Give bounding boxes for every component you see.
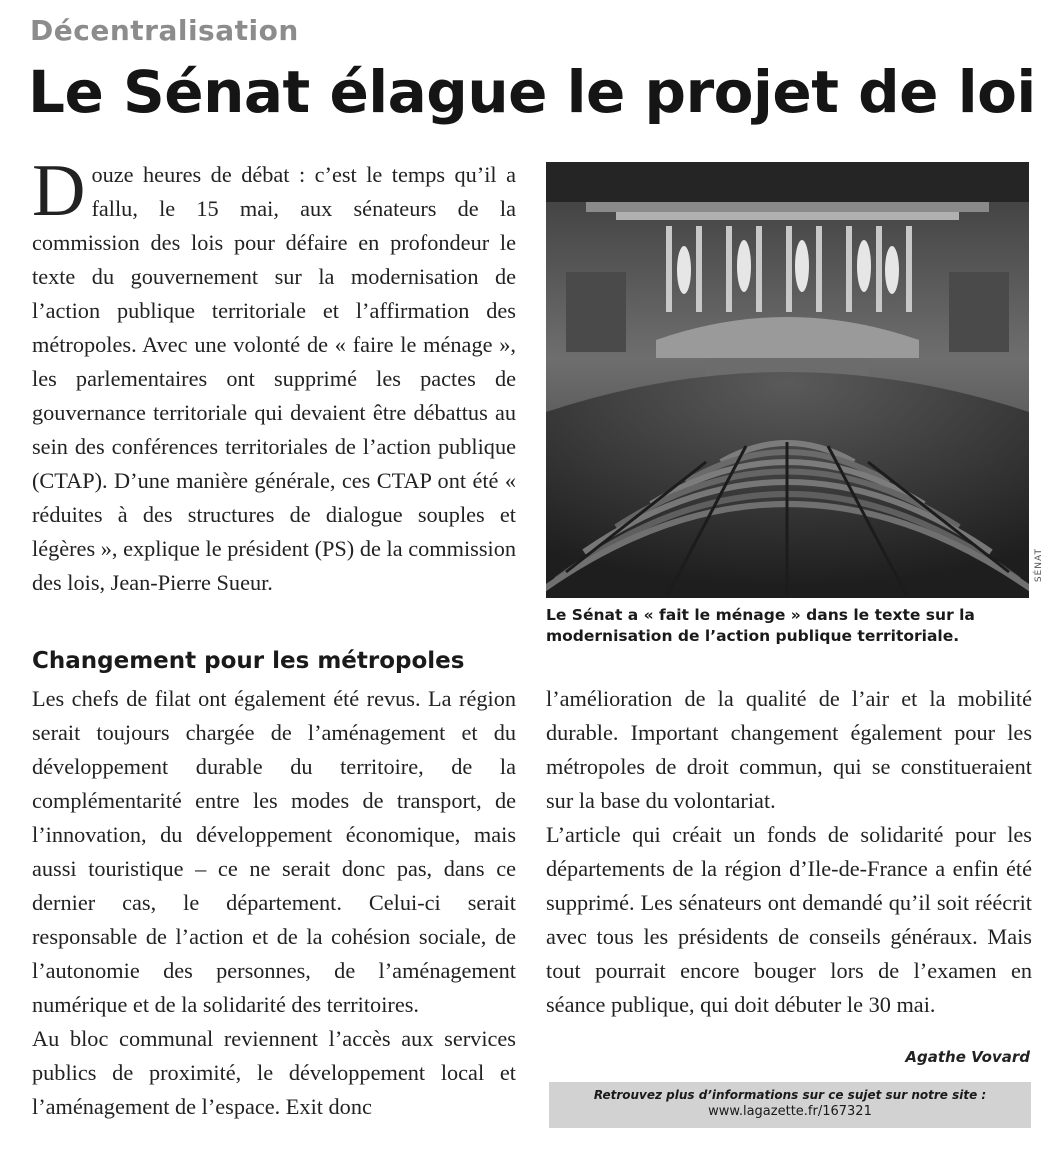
intro-text: ouze heures de débat : c’est le temps qu’il a fallu, le 15 mai, aux sénateurs de la commission des lois pour défaire en profondeur le texte du gouvernement sur la modernisation de l’action publique territoriale et l’affirmation des métropoles. Avec une volonté de « faire le ménage », les parlementaires ont supprimé les pactes de gouvernance territoriale qui devaient être débattus au sein des conférences territoriales de l’action publique (CTAP). D’une manière générale, ces CTAP ont été « réduites à des structures de dialogue souples et légères », explique le président (PS) de la commission des lois, Jean-Pierre Sueur. (32, 162, 516, 595)
intro-paragraph (32, 150, 516, 600)
photo-credit: SÉNAT (1034, 548, 1044, 583)
intro-column (32, 150, 516, 600)
photo-caption: Le Sénat a « fait le ménage » dans le texte sur la modernisation de l’action publique territoriale. (546, 606, 975, 645)
senate-chamber-photo (546, 162, 1029, 598)
left-column (32, 682, 516, 1124)
article-subhead: Changement pour les métropoles (32, 648, 465, 674)
body-paragraph: L’article qui créait un fonds de solidarité pour les départements de la région d’Ile-de-France a enfin été supprimé. Les sénateurs ont demandé qu’il soit réécrit avec tous les présidents de conseils généraux. Mais tout pourrait encore bouger lors de l’examen en séance publique, qui doit débuter le 30 mai. (546, 822, 1032, 1017)
promo-text: Retrouvez plus d’informations sur ce sujet sur notre site : (593, 1088, 987, 1102)
article-headline: Le Sénat élague le projet de loi (28, 58, 1036, 126)
right-column (546, 682, 1032, 1022)
body-paragraph: l’amélioration de la qualité de l’air et la mobilité durable. Important changement également pour les métropoles de droit commun, qui se constitueraient sur la base du volontariat. (546, 686, 1032, 813)
website-promo-box (549, 1082, 1031, 1128)
author-byline: Agathe Vovard (905, 1048, 1030, 1066)
section-kicker: Décentralisation (30, 14, 299, 47)
promo-link[interactable]: www.lagazette.fr/167321 (708, 1104, 872, 1119)
drop-cap: D (32, 150, 86, 232)
body-paragraph: Au bloc communal reviennent l’accès aux services publics de proximité, le développement local et l’aménagement de l’espace. Exit donc (32, 1026, 516, 1119)
body-paragraph: Les chefs de filat ont également été revus. La région serait toujours chargée de l’aménagement et du développement durable du territoire, de la complémentarité entre les modes de transport, de l’innovation, du développement économique, mais aussi touristique – ce ne serait donc pas, dans ce dernier cas, le département. Celui-ci serait responsable de l’action et de la cohésion sociale, de l’autonomie des personnes, de l’aménagement numérique et de la solidarité des territoires. (32, 686, 516, 1017)
